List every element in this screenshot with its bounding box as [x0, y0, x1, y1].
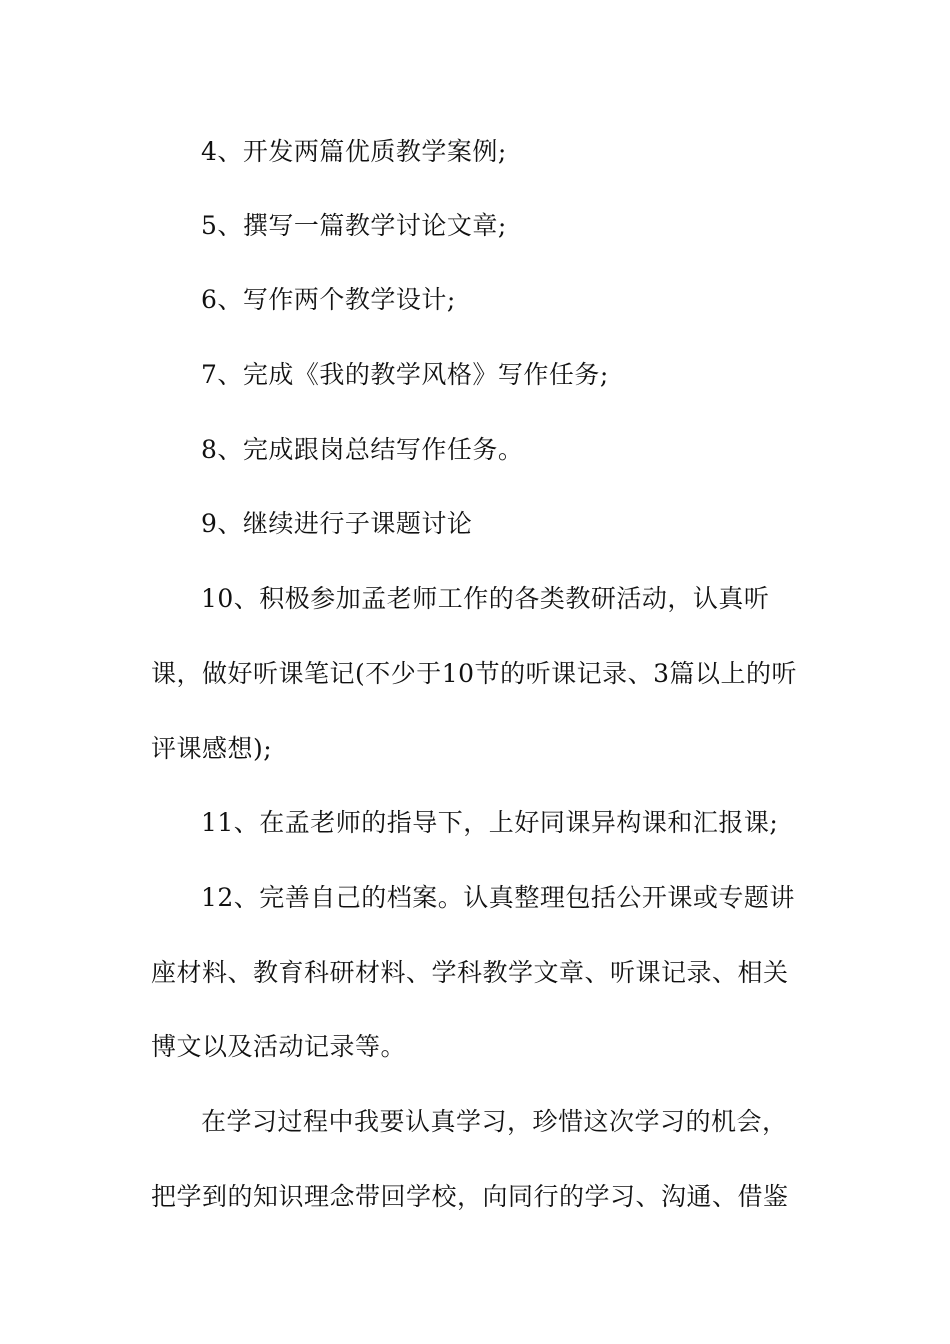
list-item-12-line-1: 12、完善自己的档案。认真整理包括公开课或专题讲 — [201, 883, 795, 912]
paragraph-line-2: 把学到的知识理念带回学校，向同行的学习、沟通、借鉴 — [151, 1182, 789, 1211]
list-item-12-line-2: 座材料、教育科研材料、学科教学文章、听课记录、相关 — [151, 958, 789, 987]
list-item-10-line-3: 评课感想); — [151, 734, 273, 763]
paragraph-line-1: 在学习过程中我要认真学习，珍惜这次学习的机会， — [201, 1107, 788, 1136]
list-item-10-line-2: 课，做好听课笔记(不少于10节的听课记录、3篇以上的听 — [151, 659, 797, 688]
list-item-8: 8、完成跟岗总结写作任务。 — [201, 435, 524, 464]
list-item-12-line-3: 博文以及活动记录等。 — [151, 1032, 407, 1061]
list-item-10-line-1: 10、积极参加孟老师工作的各类教研活动，认真听 — [201, 584, 770, 613]
list-item-9: 9、继续进行子课题讨论 — [201, 509, 473, 538]
list-item-11: 11、在孟老师的指导下，上好同课异构课和汇报课; — [201, 808, 779, 837]
list-item-7: 7、完成《我的教学风格》写作任务; — [201, 360, 609, 389]
list-item-5: 5、撰写一篇教学讨论文章; — [201, 211, 507, 240]
list-item-6: 6、写作两个教学设计; — [201, 285, 456, 314]
list-item-4: 4、开发两篇优质教学案例; — [201, 137, 507, 166]
